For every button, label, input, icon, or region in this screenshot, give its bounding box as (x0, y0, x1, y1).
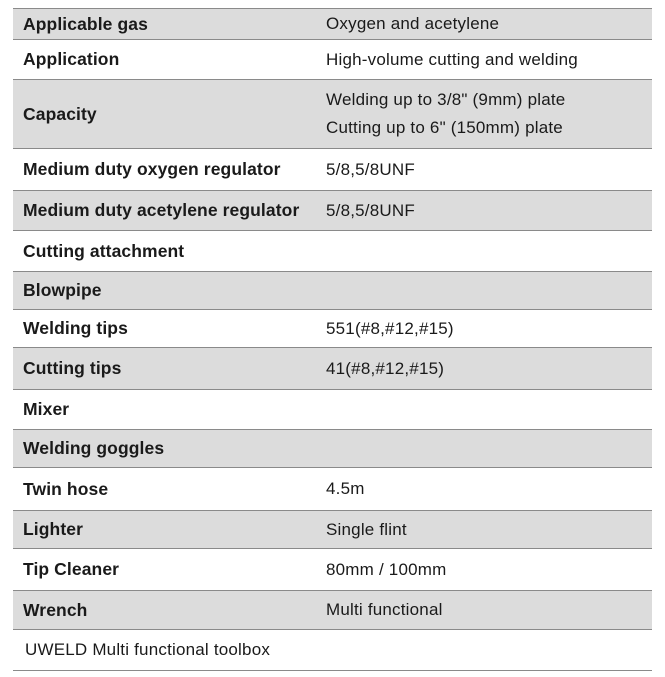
spec-row-capacity (13, 80, 652, 149)
spec-label: Blowpipe (23, 280, 102, 300)
spec-value-line-2: Cutting up to 6" (150mm) plate (326, 118, 563, 137)
spec-row-blowpipe (13, 272, 652, 310)
spec-label: Wrench (23, 599, 88, 620)
spec-value: Oxygen and acetylene (326, 14, 500, 33)
spec-label: Cutting attachment (23, 240, 185, 261)
spec-label: Cutting tips (23, 358, 122, 378)
spec-label: Medium duty oxygen regulator (23, 159, 281, 179)
spec-value: High-volume cutting and welding (326, 49, 578, 69)
spec-row-cutting-tips (13, 348, 652, 390)
spec-footer-row (13, 630, 652, 671)
spec-row-welding-tips (13, 310, 652, 348)
spec-value: Single flint (326, 519, 407, 539)
spec-value-line-1: Welding up to 3/8" (9mm) plate (326, 90, 566, 109)
spec-row-cutting-attachment (13, 231, 652, 272)
spec-value: 5/8,5/8UNF (326, 159, 415, 179)
spec-footer-text: UWELD Multi functional toolbox (25, 640, 271, 659)
spec-value-multiline (326, 86, 652, 142)
spec-label: Application (23, 49, 120, 69)
spec-row-acetylene-regulator (13, 191, 652, 231)
spec-value: Multi functional (326, 600, 443, 619)
spec-value: 41(#8,#12,#15) (326, 358, 445, 378)
spec-label: Mixer (23, 399, 70, 419)
spec-row-tip-cleaner (13, 549, 652, 591)
spec-row-welding-goggles (13, 430, 652, 468)
spec-row-mixer (13, 390, 652, 430)
spec-label: Applicable gas (23, 13, 148, 34)
spec-label: Welding goggles (23, 438, 165, 458)
spec-row-twin-hose (13, 468, 652, 511)
spec-label: Capacity (23, 103, 97, 124)
spec-value: 5/8,5/8UNF (326, 200, 415, 220)
spec-value: 551(#8,#12,#15) (326, 318, 454, 338)
spec-label: Lighter (23, 519, 84, 539)
spec-value: 4.5m (326, 479, 365, 498)
spec-row-wrench (13, 591, 652, 630)
spec-value: 80mm / 100mm (326, 559, 447, 579)
spec-label: Welding tips (23, 318, 128, 338)
spec-label: Tip Cleaner (23, 559, 120, 579)
spec-row-lighter (13, 511, 652, 549)
spec-row-applicable-gas (13, 8, 652, 40)
spec-label: Medium duty acetylene regulator (23, 200, 300, 220)
spec-row-oxygen-regulator (13, 149, 652, 191)
spec-label: Twin hose (23, 478, 109, 499)
spec-row-application (13, 40, 652, 80)
spec-table (13, 8, 652, 671)
